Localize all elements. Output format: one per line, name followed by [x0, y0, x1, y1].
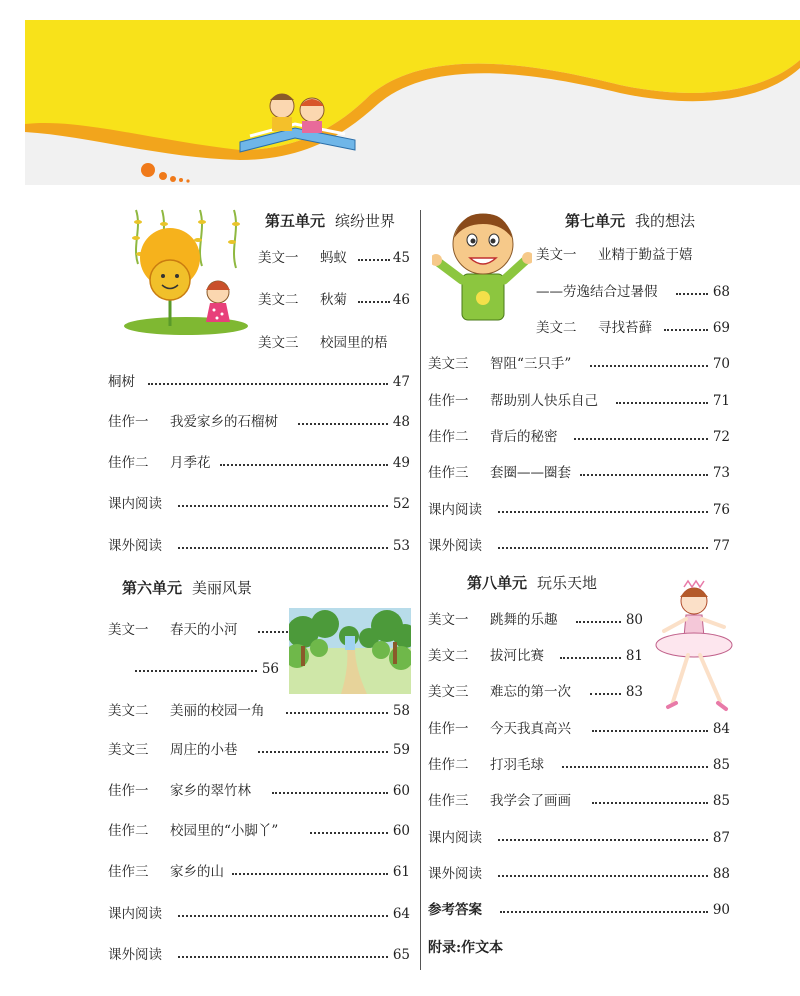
dot-leader	[178, 501, 388, 507]
entry-title: 校园里的梧	[320, 335, 388, 351]
entry-title: 桐树	[108, 374, 135, 390]
appendix-label[interactable]: 附录:作文本	[428, 940, 504, 956]
ballerina-illustration	[650, 575, 738, 715]
entry-label: 课外阅读	[428, 866, 482, 882]
toc-entry[interactable]	[108, 821, 410, 841]
toc-entry[interactable]	[108, 620, 288, 640]
entry-label: 佳作二	[428, 429, 469, 445]
entry-label: 美文三	[428, 356, 469, 372]
toc-entry[interactable]	[108, 945, 410, 965]
dot-leader	[616, 398, 708, 404]
unit-title: 第七单元	[565, 212, 626, 230]
toc-entry[interactable]	[108, 536, 410, 556]
entry-label: 美文一	[536, 247, 577, 263]
page-number: 90	[712, 902, 730, 918]
entry-label: 佳作三	[428, 793, 469, 809]
entry-title: 我学会了画画	[490, 793, 571, 809]
entry-label: 美文二	[258, 292, 299, 308]
entry-title: 秋菊	[320, 292, 347, 308]
entry-label: 美文三	[108, 742, 149, 758]
toc-entry[interactable]	[258, 333, 410, 353]
entry-title: 蚂蚁	[320, 250, 347, 266]
dot-leader	[310, 828, 388, 834]
entry-subtitle: ——劳逸结合过暑假	[536, 284, 658, 300]
entry-label: 佳作一	[108, 783, 149, 799]
forest-path-illustration	[289, 608, 411, 694]
entry-label: 美文三	[258, 335, 299, 351]
dot-leader	[580, 470, 708, 476]
entry-label: 美文一	[428, 612, 469, 628]
dot-leader	[500, 907, 708, 913]
column-divider	[420, 210, 421, 970]
dot-leader	[178, 952, 388, 958]
dot-leader	[664, 325, 708, 331]
toc-entry[interactable]	[428, 427, 730, 447]
dot-leader	[560, 653, 621, 659]
entry-label: 佳作一	[428, 721, 469, 737]
page-number: 84	[712, 721, 730, 737]
toc-entry[interactable]	[428, 536, 730, 556]
entry-label: 美文二	[108, 703, 149, 719]
page-number: 48	[392, 414, 410, 430]
entry-title: 家乡的翠竹林	[170, 783, 251, 799]
entry-title: 美丽的校园一角	[170, 703, 265, 719]
page-number: 59	[392, 742, 410, 758]
entry-label: 参考答案	[428, 902, 482, 918]
dot-leader	[576, 617, 621, 623]
page-number: 47	[392, 374, 410, 390]
entry-label: 佳作一	[428, 393, 469, 409]
toc-entry-continued[interactable]	[108, 372, 410, 392]
page-number: 61	[392, 864, 410, 880]
entry-label: 课内阅读	[428, 830, 482, 846]
dot-leader	[498, 543, 708, 549]
entry-title: 我爱家乡的石榴树	[170, 414, 278, 430]
page-number: 77	[712, 538, 730, 554]
toc-entry[interactable]	[428, 646, 643, 666]
dot-leader	[592, 798, 708, 804]
dot-leader	[220, 460, 388, 466]
entry-title: 拔河比赛	[490, 648, 544, 664]
page-number: 53	[392, 538, 410, 554]
unit-subtitle: 美丽风景	[192, 579, 253, 597]
unit-8-heading	[467, 572, 597, 593]
entry-title: 帮助别人快乐自己	[490, 393, 598, 409]
dot-leader	[178, 911, 388, 917]
page-number: 88	[712, 866, 730, 882]
toc-entry[interactable]	[108, 904, 410, 924]
page-number: 70	[712, 356, 730, 372]
entry-label: 美文三	[428, 684, 469, 700]
dot-leader	[298, 419, 388, 425]
page-number: 64	[392, 906, 410, 922]
entry-label: 佳作二	[428, 757, 469, 773]
dot-leader	[590, 689, 621, 695]
dot-leader	[358, 297, 390, 303]
dot-leader	[135, 666, 257, 672]
toc-entry[interactable]	[536, 245, 736, 265]
entry-title: 套圈——圈套	[490, 465, 571, 481]
toc-entry[interactable]	[428, 719, 730, 739]
toc-entry[interactable]	[428, 391, 730, 411]
toc-entry[interactable]	[108, 701, 410, 721]
entry-label: 课外阅读	[428, 538, 482, 554]
sunflower-girl-illustration	[122, 208, 250, 336]
toc-entry[interactable]	[428, 828, 730, 848]
page-number: 71	[712, 393, 730, 409]
toc-entry[interactable]	[108, 740, 410, 760]
entry-label: 佳作三	[428, 465, 469, 481]
unit-subtitle: 缤纷世界	[335, 212, 396, 230]
toc-entry[interactable]	[108, 781, 410, 801]
entry-label: 佳作一	[108, 414, 149, 430]
page-number: 58	[392, 703, 410, 719]
entry-title: 周庄的小巷	[170, 742, 238, 758]
dot-leader	[178, 543, 388, 549]
page-number: 87	[712, 830, 730, 846]
entry-title: 业精于勤益于嬉	[598, 247, 693, 263]
page-number: 81	[625, 648, 643, 664]
page-number: 45	[392, 250, 410, 266]
unit-subtitle: 玩乐天地	[537, 574, 598, 592]
entry-title: 难忘的第一次	[490, 684, 571, 700]
toc-entry-continued[interactable]	[135, 659, 279, 679]
toc-entry[interactable]	[428, 463, 730, 483]
toc-entry-answers[interactable]	[428, 900, 730, 920]
entry-label: 美文二	[428, 648, 469, 664]
boy-illustration	[432, 208, 532, 326]
toc-entry[interactable]	[428, 500, 730, 520]
toc-entry[interactable]	[258, 290, 410, 310]
entry-title: 跳舞的乐趣	[490, 612, 558, 628]
entry-label: 美文二	[536, 320, 577, 336]
toc-entry[interactable]	[258, 248, 410, 268]
toc-entry[interactable]	[108, 494, 410, 514]
entry-label: 美文一	[258, 250, 299, 266]
page-number: 69	[712, 320, 730, 336]
page-number: 76	[712, 502, 730, 518]
page-number: 72	[712, 429, 730, 445]
toc-entry-continued[interactable]	[536, 282, 730, 302]
entry-label: 佳作三	[108, 864, 149, 880]
toc-entry[interactable]	[428, 354, 730, 374]
entry-label: 课外阅读	[108, 538, 162, 554]
dot-leader	[562, 762, 708, 768]
page-number: 56	[261, 661, 279, 677]
entry-label: 课内阅读	[108, 906, 162, 922]
entry-label: 课内阅读	[108, 496, 162, 512]
entry-title: 家乡的山	[170, 864, 224, 880]
unit-title: 第六单元	[122, 579, 183, 597]
dot-leader	[590, 361, 708, 367]
entry-label: 美文一	[108, 622, 149, 638]
page-number: 52	[392, 496, 410, 512]
page-number: 80	[625, 612, 643, 628]
entry-title: 春天的小河	[170, 622, 238, 638]
dot-leader	[232, 869, 388, 875]
unit-7-heading	[565, 210, 695, 231]
unit-title: 第五单元	[265, 212, 326, 230]
dot-leader	[258, 747, 388, 753]
entry-title: 背后的秘密	[490, 429, 558, 445]
dot-leader	[498, 507, 708, 513]
unit-5-heading	[265, 210, 395, 231]
entry-title: 寻找苔藓	[598, 320, 652, 336]
page-number: 65	[392, 947, 410, 963]
toc-entry[interactable]	[108, 412, 410, 432]
entry-label: 佳作二	[108, 455, 149, 471]
toc-entry[interactable]	[428, 682, 643, 702]
toc-entry[interactable]	[536, 318, 730, 338]
page-number: 60	[392, 823, 410, 839]
dot-leader	[286, 708, 388, 714]
entry-title: 校园里的“小脚丫”	[170, 823, 279, 839]
toc-entry[interactable]	[428, 610, 643, 630]
dot-leader	[592, 726, 708, 732]
dot-leader	[498, 835, 708, 841]
entry-title: 智阻“三只手”	[490, 356, 572, 372]
unit-subtitle: 我的想法	[635, 212, 696, 230]
toc-entry[interactable]	[108, 862, 410, 882]
page-number: 73	[712, 465, 730, 481]
page-number: 83	[625, 684, 643, 700]
page-number: 85	[712, 757, 730, 773]
toc-entry[interactable]	[428, 864, 730, 884]
dot-leader	[498, 871, 708, 877]
entry-title: 今天我真高兴	[490, 721, 571, 737]
toc-entry[interactable]	[428, 755, 730, 775]
dot-leader	[676, 289, 708, 295]
page-number: 68	[712, 284, 730, 300]
dot-leader	[358, 255, 390, 261]
header-banner	[0, 0, 800, 190]
entry-label: 佳作二	[108, 823, 149, 839]
entry-label: 课外阅读	[108, 947, 162, 963]
page-number: 46	[392, 292, 410, 308]
unit-6-heading	[122, 577, 252, 598]
entry-label: 课内阅读	[428, 502, 482, 518]
unit-title: 第八单元	[467, 574, 528, 592]
entry-title: 打羽毛球	[490, 757, 544, 773]
dot-leader	[272, 788, 388, 794]
entry-title: 月季花	[170, 455, 211, 471]
dot-leader	[574, 434, 708, 440]
page-number: 49	[392, 455, 410, 471]
dot-leader	[148, 379, 388, 385]
toc-entry[interactable]	[428, 791, 730, 811]
page-number: 85	[712, 793, 730, 809]
page-number: 60	[392, 783, 410, 799]
toc-entry[interactable]	[108, 453, 410, 473]
dot-leader	[258, 627, 288, 633]
